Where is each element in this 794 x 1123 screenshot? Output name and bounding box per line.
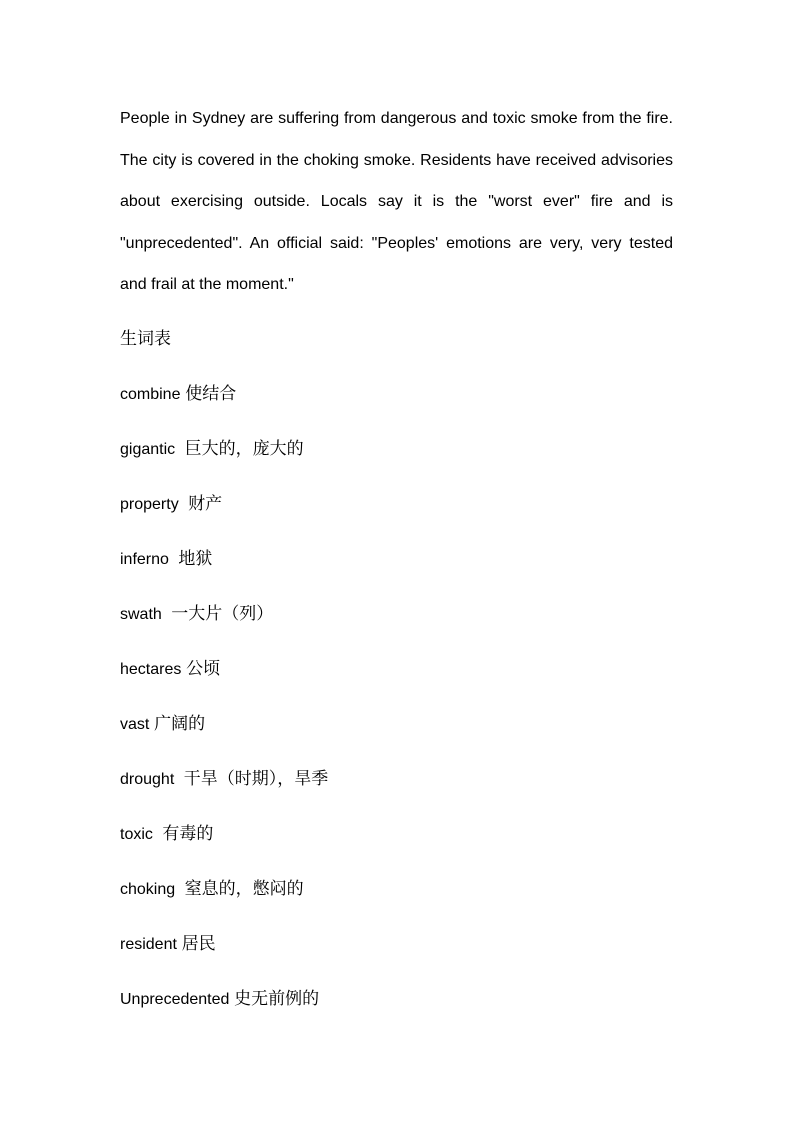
- vocab-meaning: 史无前例的: [229, 989, 320, 1008]
- vocab-meaning: 一大片（列）: [161, 604, 274, 623]
- vocab-word: vast: [120, 716, 150, 733]
- vocab-word: toxic: [120, 826, 153, 843]
- vocab-meaning: 使结合: [180, 384, 237, 403]
- vocab-meaning: 广阔的: [149, 714, 206, 733]
- vocab-meaning: 地狱: [168, 549, 213, 568]
- vocab-word: Unprecedented: [120, 991, 230, 1008]
- vocabulary-heading: 生词表: [120, 329, 171, 348]
- vocab-word: drought: [120, 771, 175, 788]
- vocab-meaning: 干旱（时期），旱季: [174, 769, 329, 788]
- vocab-item-drought: [120, 768, 680, 823]
- vocab-item-hectares: [120, 658, 680, 713]
- vocab-item-choking: [120, 878, 680, 933]
- vocab-item-inferno: [120, 548, 680, 603]
- vocab-word: gigantic: [120, 441, 176, 458]
- vocab-item-toxic: [120, 823, 680, 878]
- vocab-item-property: [120, 493, 680, 548]
- vocab-item-unprecedented: [120, 988, 680, 1043]
- vocabulary-list: [120, 383, 680, 1043]
- vocab-meaning: 有毒的: [152, 824, 214, 843]
- vocab-word: resident: [120, 936, 177, 953]
- vocab-word: inferno: [120, 551, 169, 568]
- vocab-item-vast: [120, 713, 680, 768]
- vocab-item-resident: [120, 933, 680, 988]
- vocab-word: property: [120, 496, 179, 513]
- vocab-word: combine: [120, 386, 181, 403]
- passage-paragraph: People in Sydney are suffering from dangerous and toxic smoke from the fire. The city is covered in the choking smoke. Residents have received advisories about exercising outside. Locals say it is the "worst ever" fire and is "unprecedented". An official said: "Peoples' emotions are very, very tested and frail at the moment.": [120, 110, 673, 294]
- vocab-item-gigantic: [120, 438, 680, 493]
- vocab-item-combine: [120, 383, 680, 438]
- vocab-item-swath: [120, 603, 680, 658]
- vocab-word: choking: [120, 881, 176, 898]
- vocab-word: swath: [120, 606, 162, 623]
- vocab-meaning: 窒息的，憋闷的: [175, 879, 304, 898]
- vocab-meaning: 公顷: [181, 659, 221, 678]
- vocab-meaning: 巨大的，庞大的: [175, 439, 304, 458]
- vocab-meaning: 财产: [178, 494, 223, 513]
- vocab-word: hectares: [120, 661, 182, 678]
- vocab-meaning: 居民: [176, 934, 216, 953]
